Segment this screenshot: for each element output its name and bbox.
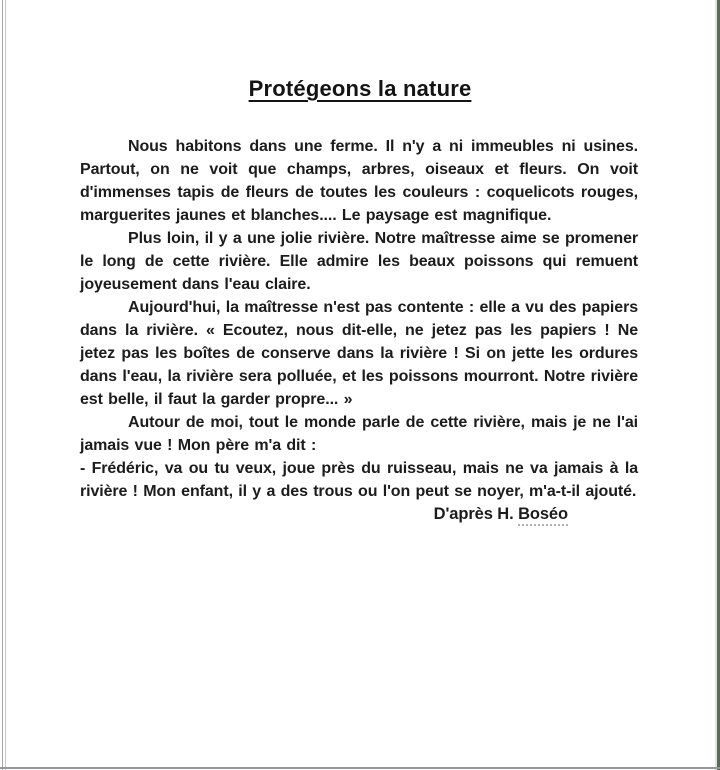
attribution xyxy=(0,505,568,524)
page-bottom-edge-line xyxy=(0,767,720,769)
document-body xyxy=(80,135,638,503)
page-title: Protégeons la nature xyxy=(248,76,472,101)
attribution-author: Boséo xyxy=(518,505,568,526)
attribution-prefix: D'après H. xyxy=(433,505,519,523)
paragraph: Aujourd'hui, la maîtresse n'est pas contente : elle a vu des papiers dans la rivière. « Ecoutez, nous dit-elle, ne jetez pas les papiers ! Ne jetez pas les boîtes de conserve dans la rivière ! Si on jette les ordures dans l'eau, la rivière sera polluée, et les poissons mourront. Notre rivière est belle, il faut la garder propre... » xyxy=(80,299,638,408)
paragraph: Autour de moi, tout le monde parle de cette rivière, mais je ne l'ai jamais vue ! Mon père m'a dit : xyxy=(80,414,638,454)
page-left-edge-line xyxy=(2,0,3,770)
paragraph: Plus loin, il y a une jolie rivière. Notre maîtresse aime se promener le long de cette rivière. Elle admire les beaux poissons qui remuent joyeusement dans l'eau claire. xyxy=(80,230,638,293)
paragraph: Nous habitons dans une ferme. Il n'y a ni immeubles ni usines. Partout, on ne voit que champs, arbres, oiseaux et fleurs. On voit d'immenses tapis de fleurs de toutes les couleurs : coquelicots rouges, marguerites jaunes et blanches.... Le paysage est magnifique. xyxy=(80,138,638,224)
page-left-edge-line-2 xyxy=(5,0,6,770)
paragraph: - Frédéric, va ou tu veux, joue près du ruisseau, mais ne va jamais à la rivière ! Mon enfant, il y a des trous ou l'on peut se noyer, m'a-t-il ajouté. xyxy=(80,460,638,500)
